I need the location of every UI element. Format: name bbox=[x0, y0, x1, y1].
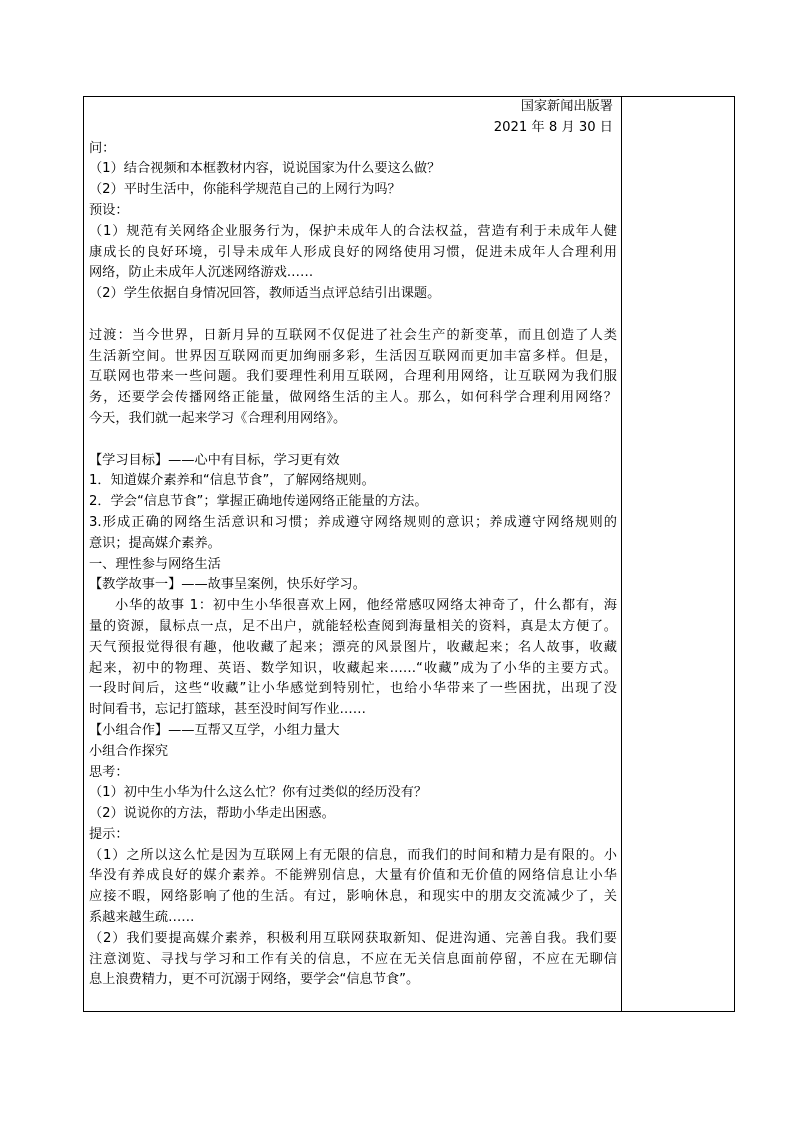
text-line: （1）之所以这么忙是因为互联网上有无限的信息，而我们的时间和精力是有限的。小 bbox=[89, 847, 617, 863]
lesson-content-cell bbox=[89, 97, 617, 991]
text-line: 网络，防止未成年人沉迷网络游戏…… bbox=[89, 265, 314, 281]
column-divider bbox=[621, 97, 622, 1011]
lesson-table bbox=[83, 96, 735, 1012]
text-line: 小组合作探究 bbox=[89, 743, 169, 759]
text-line: 华没有养成良好的媒介素养。不能辨别信息，大量有价值和无价值的网络信息让小华 bbox=[89, 868, 617, 884]
blank-line bbox=[89, 430, 617, 451]
text-line: 问： bbox=[89, 140, 116, 156]
text-line: 意识；提高媒介素养。 bbox=[89, 535, 221, 551]
text-line: 2．学会“信息节食”；掌握正确地传递网络正能量的方法。 bbox=[89, 494, 428, 510]
text-line: 互联网也带来一些问题。我们要理性利用互联网，合理利用网络，让互联网为我们服 bbox=[89, 369, 617, 385]
section-heading: 【学习目标】——心中有目标，学习更有效 bbox=[89, 452, 340, 468]
text-line: 思考： bbox=[89, 764, 129, 780]
text-line: 系越来越生疏…… bbox=[89, 910, 195, 926]
text-line: 预设： bbox=[89, 202, 129, 218]
section-heading: 【教学故事一】——故事呈案例，快乐好学习。 bbox=[89, 577, 366, 593]
text-line: （2）我们要提高媒介素养，积极利用互联网获取新知、促进沟通、完善自我。我们要 bbox=[89, 930, 617, 946]
text-line: （1）结合视频和本框教材内容，说说国家为什么要这么做？ bbox=[89, 161, 441, 177]
text-line: 时间看书，忘记打篮球，甚至没时间写作业…… bbox=[89, 702, 366, 718]
text-line: 起来，初中的物理、英语、数学知识，收藏起来……“收藏”成为了小华的主要方式。 bbox=[89, 660, 617, 676]
text-line: 康成长的良好环境，引导未成年人形成良好的网络使用习惯，促进未成年人合理利用 bbox=[89, 244, 617, 260]
section-heading: 一、理性参与网络生活 bbox=[89, 556, 221, 572]
text-line: （2）说说你的方法，帮助小华走出困惑。 bbox=[89, 806, 335, 822]
text-line: 提示： bbox=[89, 826, 129, 842]
text-line: 1．知道媒介素养和“信息节食”，了解网络规则。 bbox=[89, 473, 375, 489]
text-line: 量的资源，鼠标点一点，足不出户，就能轻松查阅到海量相关的资料，真是太方便了。 bbox=[89, 618, 617, 634]
text-line: 息上浪费精力，更不可沉溺于网络，要学会“信息节食”。 bbox=[89, 972, 420, 988]
text-line: 3.形成正确的网络生活意识和习惯；养成遵守网络规则的意识；养成遵守网络规则的 bbox=[89, 514, 617, 530]
text-line: 过渡：当今世界，日新月异的互联网不仅促进了社会生产的新变革，而且创造了人类 bbox=[89, 327, 617, 343]
blank-line bbox=[89, 305, 617, 326]
section-heading: 【小组合作】——互帮又互学，小组力量大 bbox=[89, 722, 340, 738]
text-line: 生活新空间。世界因互联网而更加绚丽多彩，生活因互联网而更加丰富多样。但是， bbox=[89, 348, 617, 364]
text-line: （1）初中生小华为什么这么忙？你有过类似的经历没有？ bbox=[89, 785, 428, 801]
text-line: 应接不暇，网络影响了他的生活。有过，影响休息，和现实中的朋友交流减少了，关 bbox=[89, 889, 617, 905]
date-line: 2021 年 8 月 30 日 bbox=[493, 119, 613, 135]
text-line: 一段时间后，这些“收藏”让小华感觉到特别忙，也给小华带来了一些困扰，出现了没 bbox=[89, 681, 617, 697]
text-line: 今天，我们就一起来学习《合理利用网络》。 bbox=[89, 410, 347, 426]
text-line: （1）规范有关网络企业服务行为，保护未成年人的合法权益，营造有利于未成年人健 bbox=[89, 223, 617, 239]
issuer-line: 国家新闻出版署 bbox=[520, 99, 613, 114]
text-line: 小华的故事 1：初中生小华很喜欢上网，他经常感叹网络太神奇了，什么都有，海 bbox=[115, 598, 617, 614]
text-line: 天气预报觉得很有趣，他收藏了起来；漂亮的风景图片，收藏起来；名人故事，收藏 bbox=[89, 639, 617, 655]
text-line: （2）学生依据自身情况回答，教师适当点评总结引出课题。 bbox=[89, 286, 441, 302]
text-line: 注意浏览、寻找与学习和工作有关的信息，不应在无关信息面前停留，不应在无聊信 bbox=[89, 951, 617, 967]
text-line: 务，还要学会传播网络正能量，做网络生活的主人。那么，如何科学合理利用网络？ bbox=[89, 390, 617, 406]
text-line: （2）平时生活中，你能科学规范自己的上网行为吗？ bbox=[89, 182, 401, 198]
